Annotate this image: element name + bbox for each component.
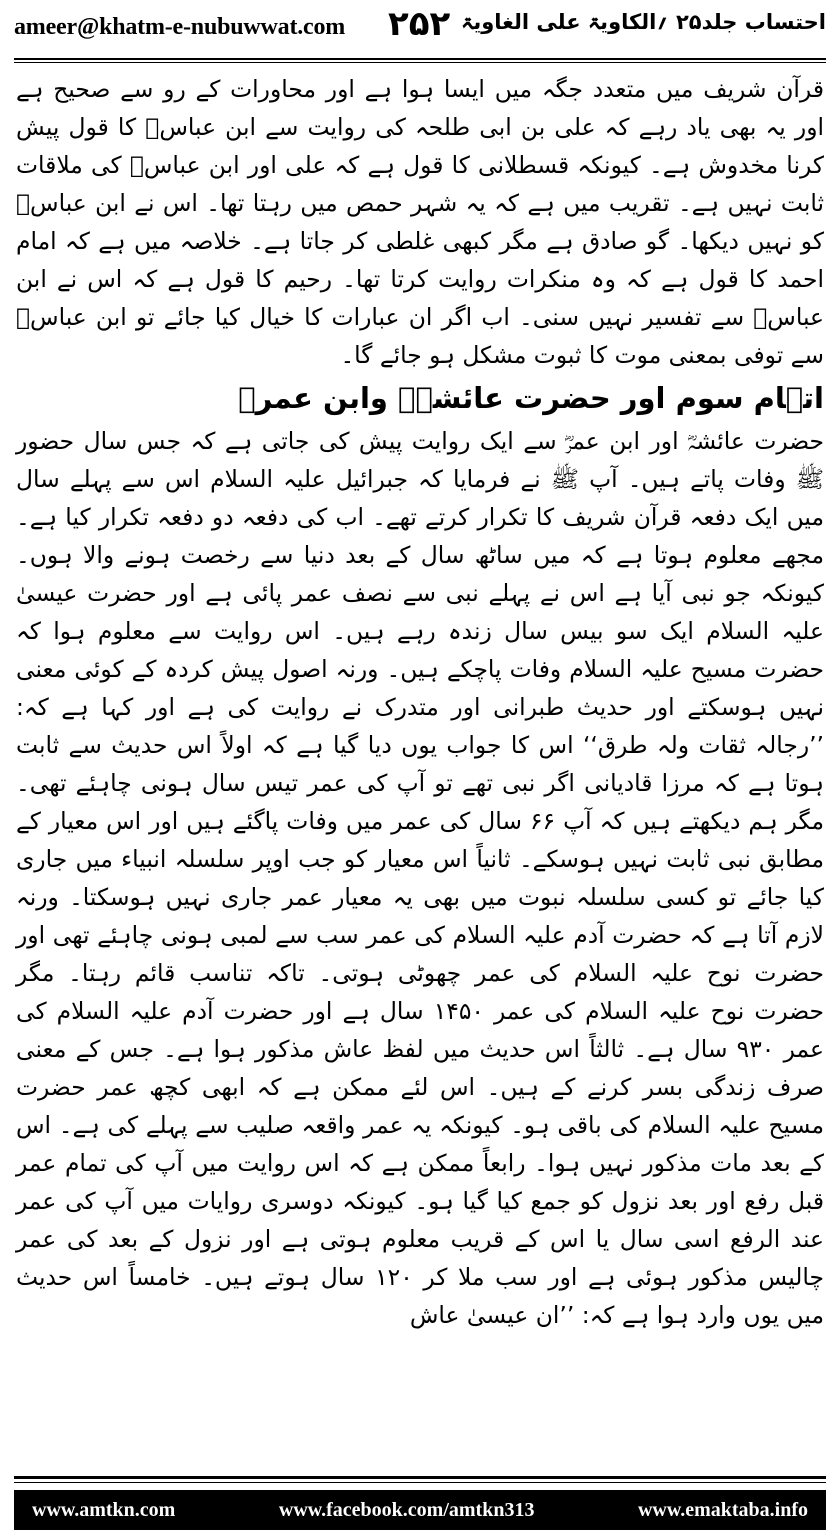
footer-link-facebook[interactable]: www.facebook.com/amtkn313 — [278, 1498, 535, 1521]
body-paragraph: قرآن شریف میں متعدد جگہ میں ایسا ہوا ہے اور محاورات کے رو سے صحیح ہے اور یہ بھی یاد رہے کہ علی بن ابی طلحہ کی روایت سے ابن عباسؓ کا قول پیش کرنا مخدوش ہے۔ کیونکہ قسطلانی کا قول ہے کہ علی اور ابن عباسؓ کی ملاقات ثابت نہیں ہے۔ تقریب میں ہے کہ یہ شہر حمص میں رہتا تھا۔ اس نے ابن عباسؓ کو نہیں دیکھا۔ گو صادق ہے مگر کبھی غلطی کر جاتا ہے۔ خلاصہ میں ہے کہ امام احمد کا قول ہے کہ وہ منکرات روایت کرتا تھا۔ رحیم کا قول ہے کہ اس نے ابن عباسؓ سے تفسیر نہیں سنی۔ اب اگر ان عبارات کا خیال کیا جائے تو ابن عباسؓ سے توفی بمعنی موت کا ثبوت مشکل ہو جائے گا۔ — [16, 75, 824, 369]
footer-link-amtkn[interactable]: www.amtkn.com — [32, 1498, 176, 1521]
footer-links-bar — [14, 1490, 826, 1530]
body-paragraph: حضرت عائشہؓ اور ابن عمرؓ سے ایک روایت پیش کی جاتی ہے کہ جس سال حضور ﷺ وفات پاتے ہیں۔ آپ ﷺ نے فرمایا کہ جبرائیل علیہ السلام اس سے پہلے سال میں ایک دفعہ قرآن شریف کا تکرار کرتے تھے۔ اب کی دفعہ دو دفعہ تکرار کیا ہے۔ مجھے معلوم ہوتا ہے کہ میں ساٹھ سال کے بعد دنیا سے رخصت ہونے والا ہوں۔ کیونکہ جو نبی آیا ہے اس نے پہلے نبی سے نصف عمر پائی ہے اور حضرت عیسیٰ علیہ السلام ایک سو بیس سال زندہ رہے ہیں۔ اس روایت سے معلوم ہوا کہ حضرت مسیح علیہ السلام وفات پاچکے ہیں۔ ورنہ اصول پیش کردہ کے کوئی معنی نہیں ہوسکتے اور حدیث طبرانی اور متدرک نے روایت کی ہے اور کہا ہے کہ: ’’رجالہ ثقات ولہ طرق‘‘ اس کا جواب یوں دیا گیا ہے کہ اولاً اس حدیث سے ثابت ہوتا ہے کہ مرزا قادیانی اگر نبی تھے تو آپ کی عمر تیس سال ہونی چاہئے تھی۔ مگر ہم دیکھتے ہیں کہ آپ ۶۶ سال کی عمر میں وفات پاگئے ہیں اور اس معیار کے مطابق نبی ثابت نہیں ہوسکے۔ ثانیاً اس معیار کو جب اوپر سلسلہ انبیاء میں جاری کیا جائے تو کسی سلسلہ نبوت میں بھی یہ معیار عمر جاری نہیں ہوسکتا۔ ورنہ لازم آتا ہے کہ حضرت آدم علیہ السلام کی عمر سب سے لمبی ہونی چاہئے تھی اور حضرت نوح علیہ السلام کی عمر چھوٹی ہوتی۔ تاکہ تناسب قائم رہتا۔ مگر حضرت نوح علیہ السلام کی عمر ۱۴۵۰ سال ہے اور حضرت آدم علیہ السلام کی عمر ۹۳۰ سال ہے۔ ثالثاً اس حدیث میں لفظ عاش مذکور ہوا ہے۔ جس کے معنی صرف زندگی بسر کرنے کے ہیں۔ اس لئے ممکن ہے کہ ابھی کچھ عمر حضرت مسیح علیہ السلام کی باقی ہو۔ کیونکہ یہ عمر واقعہ صلیب سے پہلے کی ہے۔ اس کے بعد مات مذکور نہیں ہوا۔ رابعاً ممکن ہے کہ اس روایت میں آپ کی تمام عمر قبل رفع اور بعد نزول کو جمع کیا گیا ہو۔ کیونکہ دوسری روایات میں آپ کی عمر عند الرفع اسی سال یا اس کے قریب معلوم ہوتی ہے اور نزول کے بعد کی عمر چالیس مذکور ہوئی ہے اور سب ملا کر ۱۲۰ سال ہوتے ہیں۔ خامساً اس حدیث میں یوں وارد ہوا ہے کہ: ’’ان عیسیٰ عاش — [16, 427, 825, 1329]
header-divider-thin — [14, 62, 826, 63]
section-heading: اتہام سوم اور حضرت عائشہؓ وابن عمرؓ — [238, 381, 824, 415]
header-divider — [14, 58, 826, 60]
page-header — [0, 0, 840, 56]
header-email: ameer@khatm-e-nubuwwat.com — [14, 14, 346, 40]
page-number: ۲۵۲ — [388, 4, 451, 44]
footer-divider-thin — [14, 1482, 826, 1483]
footer-divider — [14, 1476, 826, 1479]
footer-link-emaktaba[interactable]: www.emaktaba.info — [637, 1498, 808, 1521]
book-title: احتساب جلد۲۵ ؍الکاویۃ علی الغاویۃ — [461, 10, 826, 34]
page-body — [16, 70, 824, 1466]
